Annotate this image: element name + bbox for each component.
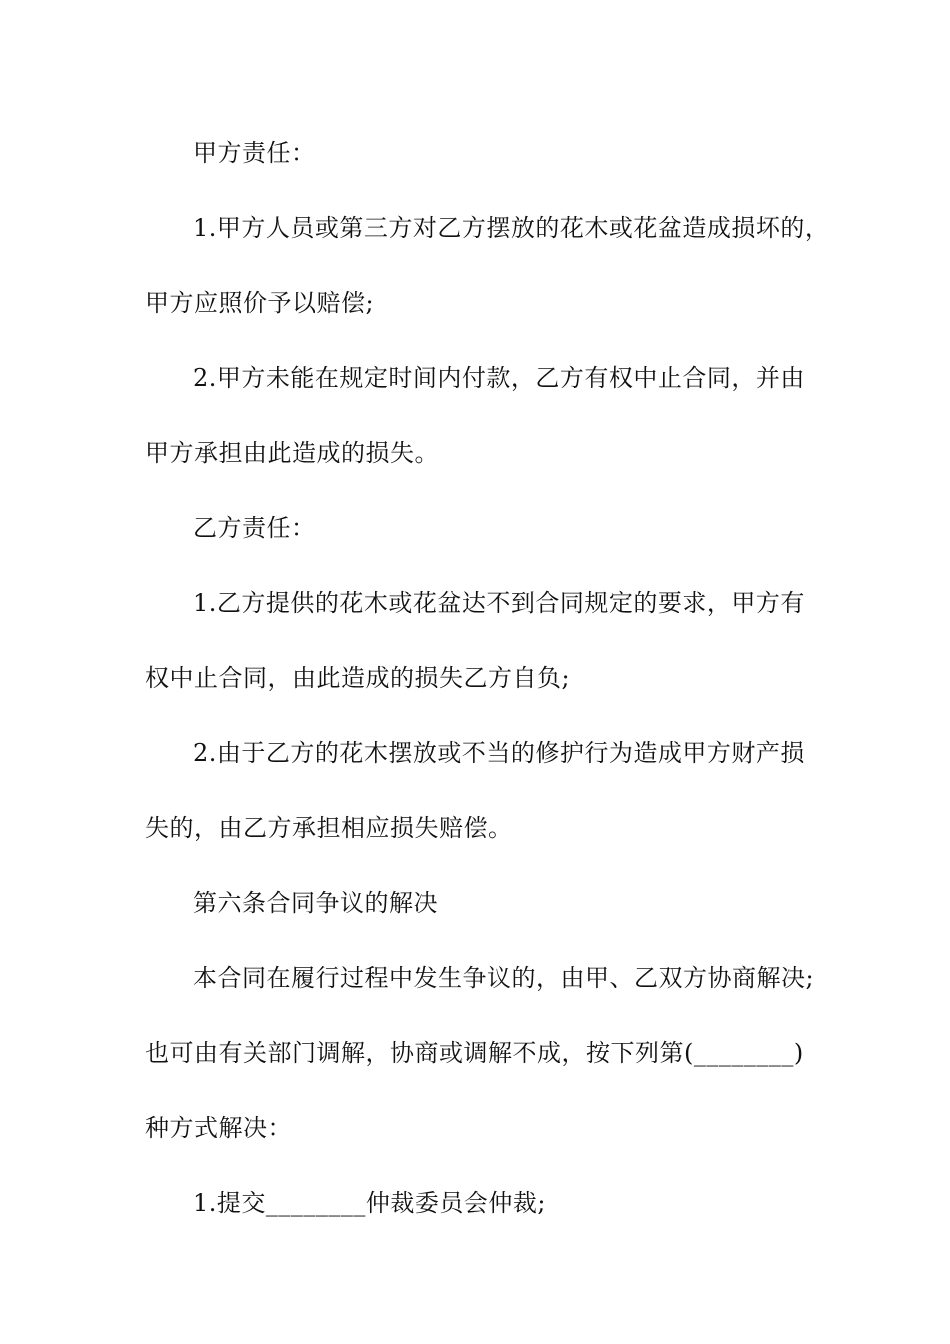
arbitration-option-1: 1.提交________仲裁委员会仲裁;	[193, 1189, 546, 1217]
dispute-paragraph-line-3: 种方式解决：	[145, 1114, 292, 1142]
party-b-responsibility-heading: 乙方责任：	[193, 514, 316, 542]
party-a-clause-2-line-2: 甲方承担由此造成的损失。	[145, 439, 439, 467]
article-6-heading: 第六条合同争议的解决	[193, 889, 438, 917]
party-b-clause-2-line-2: 失的，由乙方承担相应损失赔偿。	[145, 814, 513, 842]
party-a-clause-1-line-2: 甲方应照价予以赔偿;	[145, 289, 375, 317]
party-b-clause-1-line-1: 1.乙方提供的花木或花盆达不到合同规定的要求，甲方有	[193, 589, 805, 617]
party-b-clause-1-line-2: 权中止合同，由此造成的损失乙方自负;	[145, 664, 571, 692]
dispute-paragraph-line-2: 也可由有关部门调解，协商或调解不成，按下列第(________)	[145, 1039, 804, 1067]
party-a-clause-1-line-1: 1.甲方人员或第三方对乙方摆放的花木或花盆造成损坏的，	[193, 214, 830, 242]
party-a-clause-2-line-1: 2.甲方未能在规定时间内付款，乙方有权中止合同，并由	[193, 364, 805, 392]
dispute-paragraph-line-1: 本合同在履行过程中发生争议的，由甲、乙双方协商解决;	[193, 964, 815, 992]
party-a-responsibility-heading: 甲方责任：	[193, 139, 316, 167]
party-b-clause-2-line-1: 2.由于乙方的花木摆放或不当的修护行为造成甲方财产损	[193, 739, 805, 767]
